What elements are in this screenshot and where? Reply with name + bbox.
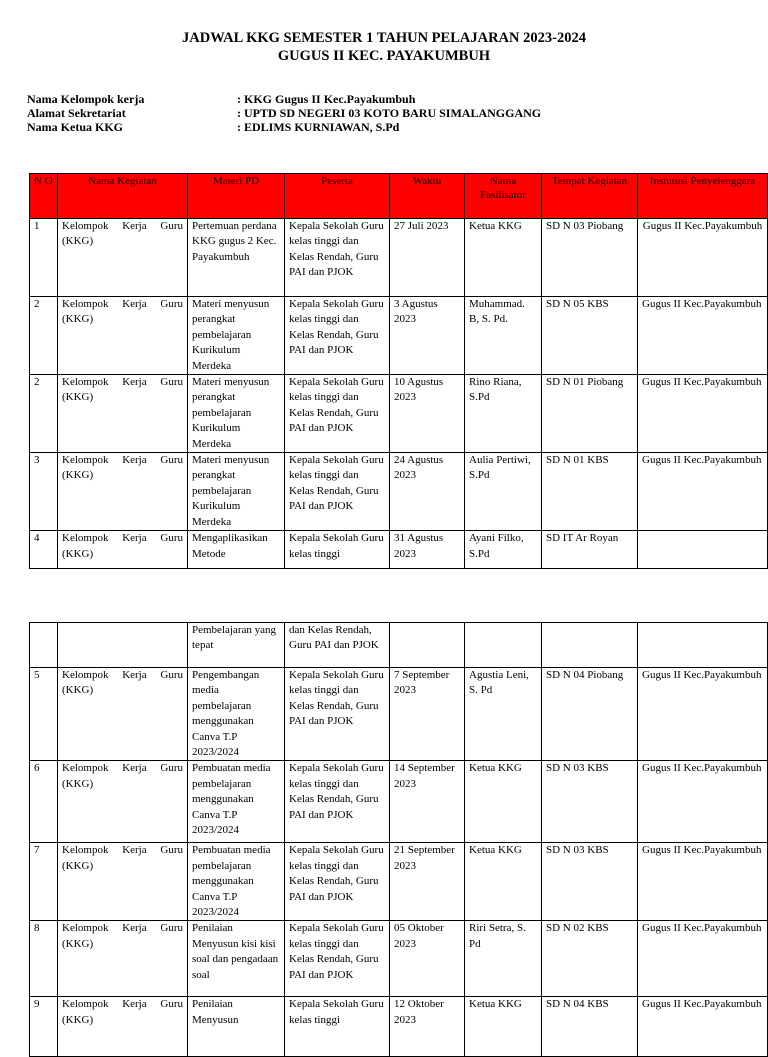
info-label: Alamat Sekretariat (27, 106, 126, 120)
cell-fasilitator: Riri Setra, S. Pd (465, 921, 542, 997)
cell-fasilitator: Ayani Filko, S.Pd (465, 531, 542, 569)
kegiatan-line: Kelompok Kerja Guru (62, 922, 183, 935)
cell-waktu: 10 Agustus 2023 (390, 375, 465, 453)
cell-peserta: Kepala Sekolah Guru kelas tinggi (285, 531, 390, 569)
cell-no: 9 (30, 997, 58, 1057)
cell-tempat: SD N 03 Piobang (542, 219, 638, 297)
kegiatan-line: (KKG) (62, 313, 94, 326)
cell-materi: Pertemuan perdana KKG gugus 2 Kec. Payakumbuh (188, 219, 285, 297)
header-tempat: Tempat Kegiatan (542, 174, 638, 219)
cell-peserta: Kepala Sekolah Guru kelas tinggi dan Kelas Rendah, Guru PAI dan PJOK (285, 453, 390, 531)
cell-kegiatan (58, 997, 188, 1057)
cell-peserta: dan Kelas Rendah, Guru PAI dan PJOK (285, 623, 390, 668)
cell-institusi: Gugus II Kec.Payakumbuh (638, 921, 768, 997)
cell-fasilitator (465, 623, 542, 668)
kegiatan-line: Kelompok Kerja Guru (62, 998, 183, 1011)
cell-fasilitator: Agustia Leni, S. Pd (465, 668, 542, 761)
kegiatan-line: Kelompok Kerja Guru (62, 220, 183, 232)
cell-materi: Pembuatan media pembelajaran menggunakan Canva T.P 2023/2024 (188, 761, 285, 843)
header-waktu: Waktu (390, 174, 465, 219)
cell-peserta: Kepala Sekolah Guru kelas tinggi dan Kelas Rendah, Guru PAI dan PJOK (285, 668, 390, 761)
info-value: : KKG Gugus II Kec.Payakumbuh (237, 92, 416, 106)
cell-tempat: SD N 05 KBS (542, 297, 638, 375)
cell-waktu: 31 Agustus 2023 (390, 531, 465, 569)
cell-fasilitator: Ketua KKG (465, 761, 542, 843)
cell-kegiatan (58, 843, 188, 921)
cell-fasilitator: Rino Riana, S.Pd (465, 375, 542, 453)
cell-materi: Mengaplikasikan Metode (188, 531, 285, 569)
table-row (30, 297, 768, 375)
cell-institusi: Gugus II Kec.Payakumbuh (638, 843, 768, 921)
header-fasilitator: Nama Fasilisator (465, 174, 542, 219)
kegiatan-line: (KKG) (62, 391, 94, 404)
info-row-alamat (27, 106, 541, 120)
cell-waktu: 21 September 2023 (390, 843, 465, 921)
table-row (30, 531, 768, 569)
cell-institusi: Gugus II Kec.Payakumbuh (638, 297, 768, 375)
table-row (30, 761, 768, 843)
cell-fasilitator: Ketua KKG (465, 997, 542, 1057)
cell-peserta: Kepala Sekolah Guru kelas tinggi dan Kelas Rendah, Guru PAI dan PJOK (285, 297, 390, 375)
info-value: : EDLIMS KURNIAWAN, S.Pd (237, 120, 400, 134)
cell-fasilitator: Aulia Pertiwi, S.Pd (465, 453, 542, 531)
header-materi: Materi PD (188, 174, 285, 219)
kegiatan-line: (KKG) (62, 859, 94, 872)
cell-peserta: Kepala Sekolah Guru kelas tinggi dan Kelas Rendah, Guru PAI dan PJOK (285, 375, 390, 453)
kegiatan-line: (KKG) (62, 235, 94, 248)
cell-no (30, 623, 58, 668)
cell-no: 6 (30, 761, 58, 843)
cell-tempat: SD N 03 KBS (542, 843, 638, 921)
info-label: Nama Ketua KKG (27, 120, 123, 134)
cell-materi: Materi menyusun perangkat pembelajaran Kurikulum Merdeka (188, 453, 285, 531)
header-no: N O (30, 174, 58, 219)
schedule-table-page2 (29, 622, 768, 1057)
cell-tempat: SD N 04 KBS (542, 997, 638, 1057)
cell-no: 8 (30, 921, 58, 997)
kegiatan-line: (KKG) (62, 937, 94, 950)
cell-tempat: SD N 01 KBS (542, 453, 638, 531)
cell-no: 1 (30, 219, 58, 297)
kegiatan-line: Kelompok Kerja Guru (62, 298, 183, 310)
cell-institusi (638, 623, 768, 668)
cell-tempat: SD N 02 KBS (542, 921, 638, 997)
cell-institusi: Gugus II Kec.Payakumbuh (638, 997, 768, 1057)
cell-peserta: Kepala Sekolah Guru kelas tinggi dan Kelas Rendah, Guru PAI dan PJOK (285, 761, 390, 843)
kegiatan-line: (KKG) (62, 684, 94, 697)
kegiatan-line: (KKG) (62, 547, 94, 560)
info-label: Nama Kelompok kerja (27, 92, 145, 106)
cell-materi: Penilaian Menyusun (188, 997, 285, 1057)
document-title: JADWAL KKG SEMESTER 1 TAHUN PELAJARAN 2023-2024 (182, 30, 586, 46)
kegiatan-line: Kelompok Kerja Guru (62, 669, 183, 681)
cell-peserta: Kepala Sekolah Guru kelas tinggi (285, 997, 390, 1057)
cell-kegiatan (58, 453, 188, 531)
cell-kegiatan (58, 921, 188, 997)
cell-no: 2 (30, 375, 58, 453)
cell-institusi: Gugus II Kec.Payakumbuh (638, 453, 768, 531)
cell-waktu (390, 623, 465, 668)
cell-no: 2 (30, 297, 58, 375)
table-header-row (30, 174, 768, 219)
cell-waktu: 12 Oktober 2023 (390, 997, 465, 1057)
cell-kegiatan (58, 219, 188, 297)
cell-institusi (638, 531, 768, 569)
cell-kegiatan (58, 375, 188, 453)
info-block (27, 92, 541, 134)
cell-peserta: Kepala Sekolah Guru kelas tinggi dan Kelas Rendah, Guru PAI dan PJOK (285, 843, 390, 921)
cell-fasilitator: Ketua KKG (465, 219, 542, 297)
cell-no: 5 (30, 668, 58, 761)
cell-kegiatan (58, 531, 188, 569)
cell-waktu: 05 Oktober 2023 (390, 921, 465, 997)
cell-institusi: Gugus II Kec.Payakumbuh (638, 761, 768, 843)
table-row (30, 219, 768, 297)
cell-institusi: Gugus II Kec.Payakumbuh (638, 668, 768, 761)
table-row (30, 375, 768, 453)
table-row (30, 623, 768, 668)
header-institusi: Instutusi Penyelenggara (638, 174, 768, 219)
cell-waktu: 27 Juli 2023 (390, 219, 465, 297)
kegiatan-line: (KKG) (62, 777, 94, 790)
table-row (30, 843, 768, 921)
kegiatan-line: (KKG) (62, 469, 94, 482)
cell-kegiatan (58, 297, 188, 375)
cell-waktu: 24 Agustus 2023 (390, 453, 465, 531)
cell-no: 7 (30, 843, 58, 921)
kegiatan-line: Kelompok Kerja Guru (62, 376, 183, 389)
cell-materi: Penilaian Menyusun kisi kisi soal dan pengadaan soal (188, 921, 285, 997)
header-peserta: Peserta (285, 174, 390, 219)
cell-kegiatan (58, 761, 188, 843)
kegiatan-line: (KKG) (62, 1013, 94, 1026)
cell-kegiatan (58, 668, 188, 761)
cell-materi: Pengembangan media pembelajaran menggunakan Canva T.P 2023/2024 (188, 668, 285, 761)
table-row (30, 921, 768, 997)
cell-tempat: SD IT Ar Royan (542, 531, 638, 569)
cell-no: 3 (30, 453, 58, 531)
info-value: : UPTD SD NEGERI 03 KOTO BARU SIMALANGGANG (237, 106, 542, 120)
table-row (30, 668, 768, 761)
cell-tempat: SD N 04 Piobang (542, 668, 638, 761)
cell-institusi: Gugus II Kec.Payakumbuh (638, 219, 768, 297)
info-row-kelompok (27, 92, 541, 106)
cell-tempat (542, 623, 638, 668)
kegiatan-line: Kelompok Kerja Guru (62, 762, 183, 775)
cell-materi: Pembelajaran yang tepat (188, 623, 285, 668)
cell-waktu: 14 September 2023 (390, 761, 465, 843)
table-row (30, 453, 768, 531)
cell-tempat: SD N 01 Piobang (542, 375, 638, 453)
info-row-ketua (27, 120, 541, 134)
cell-fasilitator: Muhammad. B, S. Pd. (465, 297, 542, 375)
cell-kegiatan (58, 623, 188, 668)
cell-waktu: 3 Agustus 2023 (390, 297, 465, 375)
cell-waktu: 7 September 2023 (390, 668, 465, 761)
schedule-table-page1 (29, 173, 768, 569)
cell-peserta: Kepala Sekolah Guru kelas tinggi dan Kelas Rendah, Guru PAI dan PJOK (285, 219, 390, 297)
table-row (30, 997, 768, 1057)
cell-materi: Materi menyusun perangkat pembelajaran Kurikulum Merdeka (188, 297, 285, 375)
cell-materi: Materi menyusun perangkat pembelajaran Kurikulum Merdeka (188, 375, 285, 453)
kegiatan-line: Kelompok Kerja Guru (62, 532, 183, 545)
cell-no: 4 (30, 531, 58, 569)
document-subtitle: GUGUS II KEC. PAYAKUMBUH (277, 48, 491, 64)
kegiatan-line: Kelompok Kerja Guru (62, 454, 183, 467)
header-nama-kegiatan: Nama Kegiatan (58, 174, 188, 219)
cell-institusi: Gugus II Kec.Payakumbuh (638, 375, 768, 453)
cell-fasilitator: Ketua KKG (465, 843, 542, 921)
cell-materi: Pembuatan media pembelajaran menggunakan Canva T.P 2023/2024 (188, 843, 285, 921)
kegiatan-line: Kelompok Kerja Guru (62, 844, 183, 857)
cell-tempat: SD N 03 KBS (542, 761, 638, 843)
cell-peserta: Kepala Sekolah Guru kelas tinggi dan Kelas Rendah, Guru PAI dan PJOK (285, 921, 390, 997)
